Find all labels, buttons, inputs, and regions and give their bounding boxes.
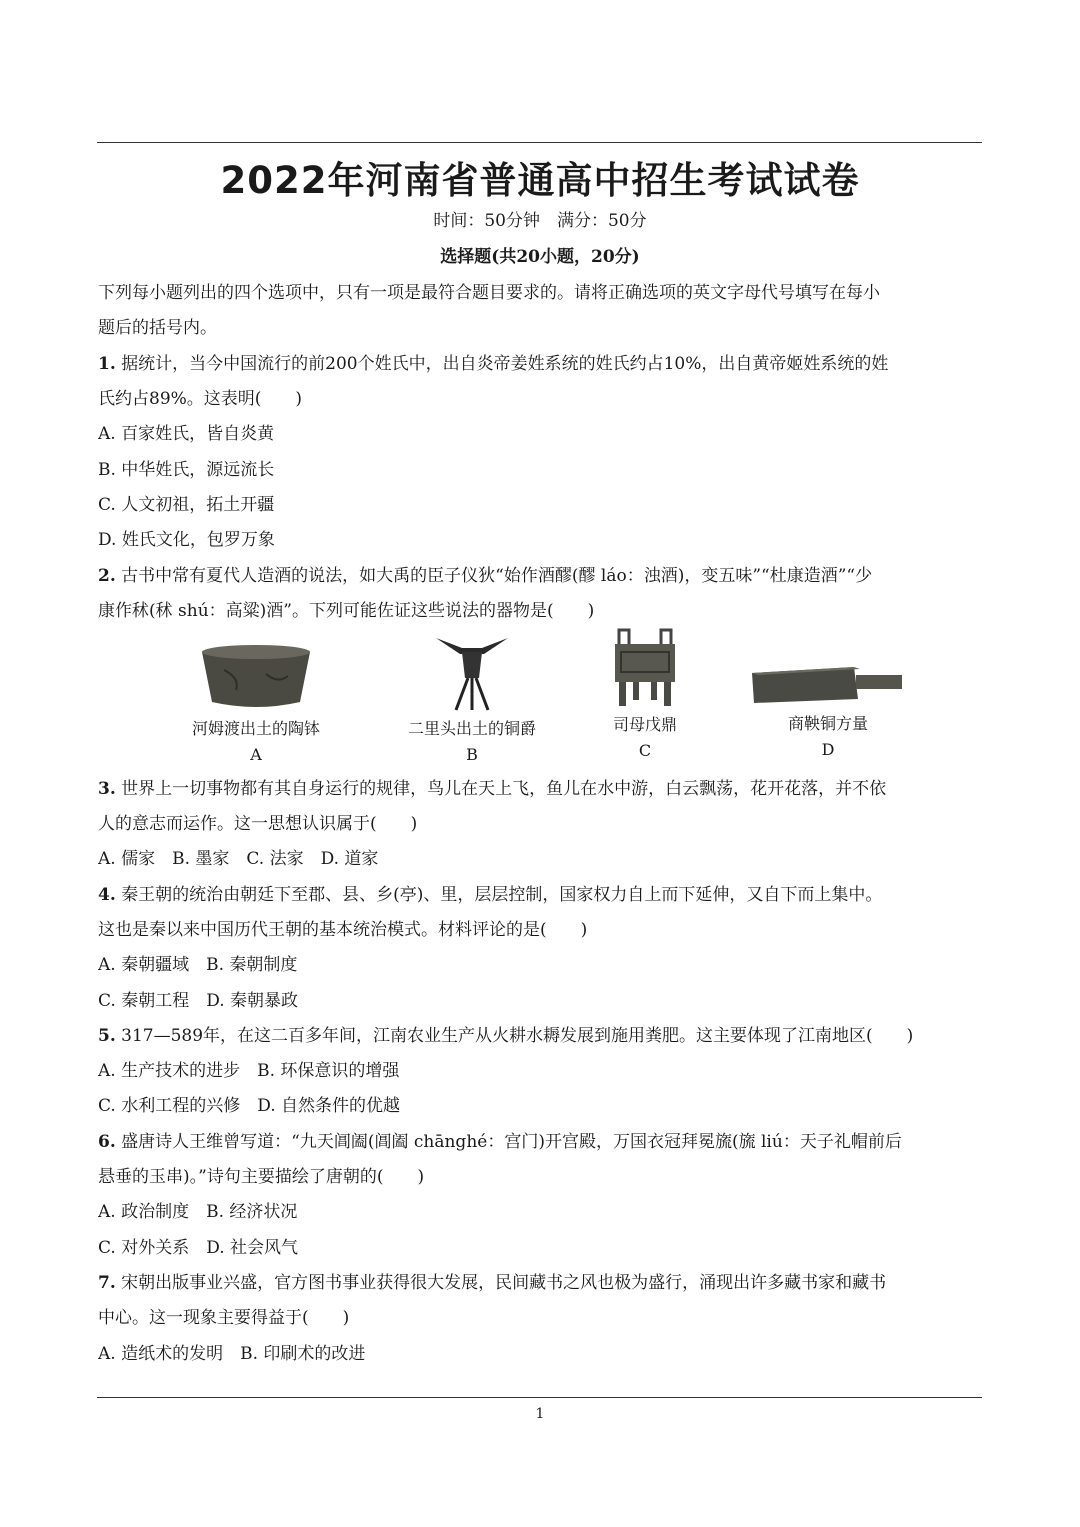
q6-options-ab: A. 政治制度 B. 经济状况: [98, 1202, 298, 1222]
pottery-bowl-icon: [196, 640, 316, 712]
q5-options-ab: A. 生产技术的进步 B. 环保意识的增强: [98, 1061, 400, 1081]
question-7-cont: 中心。这一现象主要得益于( ): [98, 1308, 350, 1328]
figure-label: A: [250, 745, 262, 764]
question-2-cont: 康作秫(秫 shú：高粱)酒”。下列可能佐证这些说法的器物是( ): [98, 601, 595, 621]
q6-options-cd: C. 对外关系 D. 社会风气: [98, 1238, 299, 1258]
instructions-line-1: 下列每小题列出的四个选项中，只有一项是最符合题目要求的。请将正确选项的英文字母代号填写在每小: [98, 283, 880, 303]
q4-options-cd: C. 秦朝工程 D. 秦朝暴政: [98, 991, 299, 1011]
figure-caption: 二里头出土的铜爵: [407, 719, 536, 738]
ding-cauldron-icon: [609, 628, 681, 708]
question-6-cont: 悬垂的玉串)。”诗句主要描绘了唐朝的( ): [98, 1167, 425, 1187]
instructions-line-2: 题后的括号内。: [98, 318, 217, 338]
figure-b-bronze-jue: [388, 632, 556, 764]
q4-options-ab: A. 秦朝疆域 B. 秦朝制度: [98, 955, 298, 975]
question-text: 317—589年，在这二百多年间，江南农业生产从火耕水耨发展到施用粪肥。这主要体现了江南地区( ): [121, 1026, 914, 1046]
bronze-jue-icon: [432, 632, 512, 712]
figure-caption: 司母戊鼎: [612, 715, 677, 734]
question-5: [98, 1021, 982, 1046]
question-3-cont: 人的意志而运作。这一思想认识属于( ): [98, 814, 418, 834]
figure-label: B: [466, 745, 478, 764]
question-text: 秦王朝的统治由朝廷下至郡、县、乡(亭)、里，层层控制，国家权力自上而下延伸，又自下而上集中。: [121, 885, 883, 905]
figure-d-shang-yang-measure: [740, 655, 916, 759]
question-number: 4.: [98, 885, 116, 905]
question-7: [98, 1268, 982, 1293]
q1-option-b: B. 中华姓氏，源远流长: [98, 460, 275, 480]
question-number: 5.: [98, 1026, 116, 1046]
q3-options: A. 儒家 B. 墨家 C. 法家 D. 道家: [98, 849, 379, 869]
page-title: 2022年河南省普通高中招生考试试卷: [220, 159, 860, 202]
section-heading: 选择题(共20小题，20分): [440, 247, 640, 267]
q7-options-ab: A. 造纸术的发明 B. 印刷术的改进: [98, 1344, 366, 1364]
question-number: 3.: [98, 779, 116, 799]
question-4-cont: 这也是秦以来中国历代王朝的基本统治模式。材料评论的是( ): [98, 920, 588, 940]
question-text: 宋朝出版事业兴盛，官方图书事业获得很大发展，民间藏书之风也极为盛行，涌现出许多藏书家和藏书: [121, 1273, 887, 1293]
question-6: [98, 1127, 982, 1152]
q1-option-c: C. 人文初祖，拓土开疆: [98, 495, 275, 515]
question-4: [98, 880, 982, 905]
bronze-measure-icon: [750, 655, 906, 707]
figure-label: C: [638, 741, 652, 760]
question-1-cont: 氏约占89%。这表明( ): [98, 389, 303, 409]
q1-option-a: A. 百家姓氏，皆自炎黄: [98, 424, 275, 444]
q5-options-cd: C. 水利工程的兴修 D. 自然条件的优越: [98, 1096, 401, 1116]
question-2: [98, 561, 982, 586]
figure-caption: 河姆渡出土的陶钵: [191, 719, 320, 738]
bottom-rule: [97, 1397, 982, 1398]
question-number: 7.: [98, 1273, 116, 1293]
question-3: [98, 774, 982, 799]
question-text: 据统计，当今中国流行的前200个姓氏中，出自炎帝姜姓系统的姓氏约占10%，出自黄帝姬姓系统的姓: [121, 354, 889, 374]
top-rule: [97, 142, 982, 143]
figure-label: D: [821, 740, 835, 759]
figure-a-pottery-bowl: [168, 640, 344, 764]
question-text: 古书中常有夏代人造酒的说法，如大禹的臣子仪狄“始作酒醪(醪 láo：浊酒)，变五味”“杜康造酒”“少: [121, 566, 873, 586]
q1-option-d: D. 姓氏文化，包罗万象: [98, 530, 275, 550]
question-number: 2.: [98, 566, 116, 586]
question-number: 1.: [98, 354, 116, 374]
question-number: 6.: [98, 1132, 116, 1152]
page-number: 1: [535, 1406, 545, 1422]
question-1: [98, 349, 982, 374]
figure-caption: 商鞅铜方量: [787, 714, 868, 733]
figure-c-simuwu-ding: [585, 628, 705, 760]
question-text: 盛唐诗人王维曾写道：“九天阊阖(阊阖 chānghé：宫门)开宫殿，万国衣冠拜冕旒(旒 liú：天子礼帽前后: [121, 1132, 902, 1152]
exam-time-score: 时间：50分钟 满分：50分: [433, 211, 647, 231]
question-text: 世界上一切事物都有其自身运行的规律，鸟儿在天上飞，鱼儿在水中游，白云飘荡，花开花落，并不依: [121, 779, 887, 799]
